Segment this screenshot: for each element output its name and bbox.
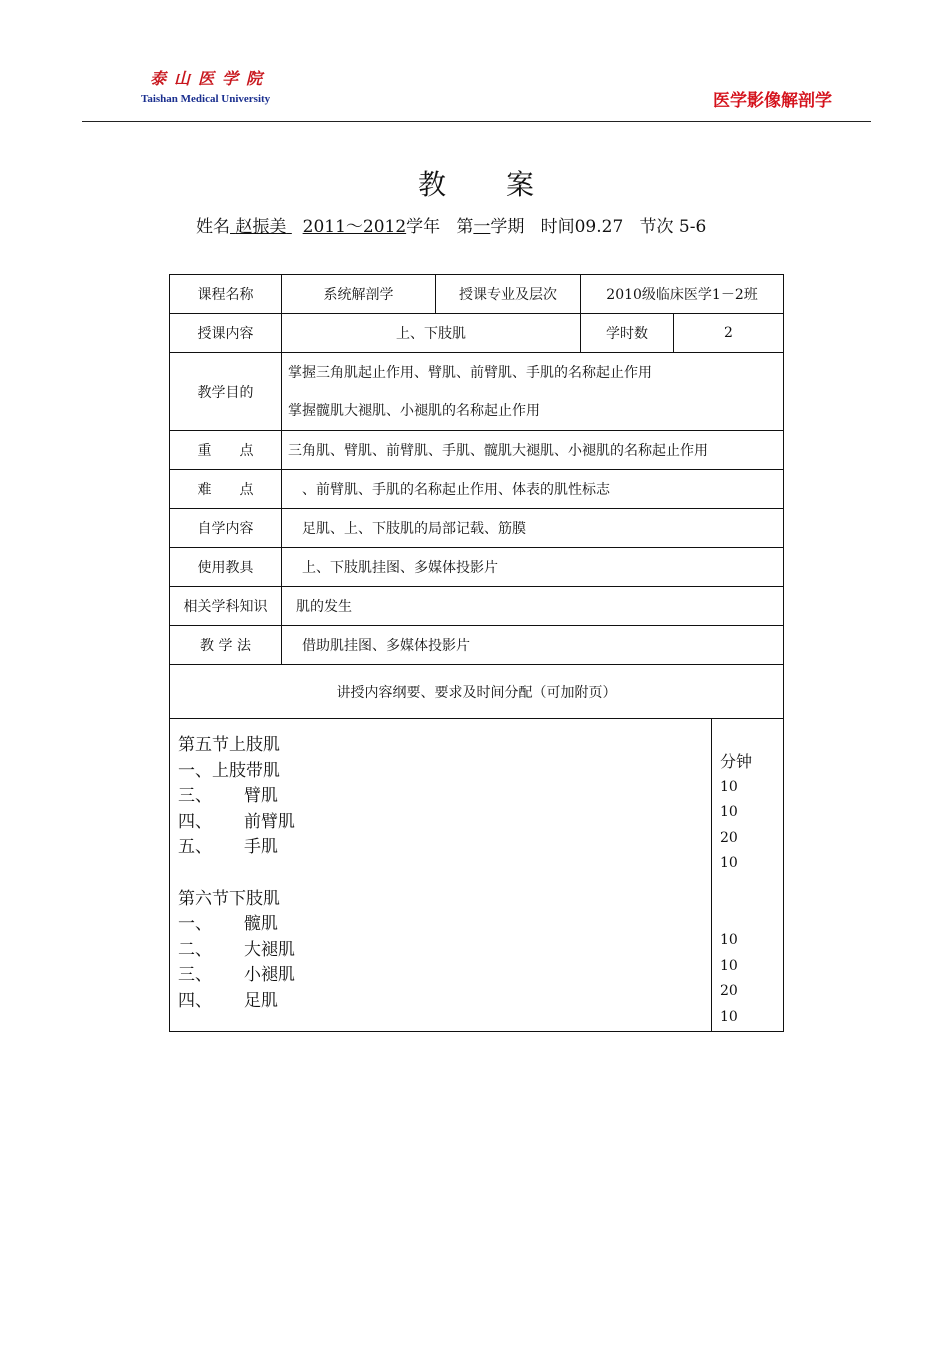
term-suffix: 学期 [490, 217, 525, 237]
difficulty-label: 难 点 [170, 470, 282, 509]
difficulty-value: 、前臂肌、手肌的名称起止作用、体表的肌性标志 [282, 470, 784, 509]
outline-content [170, 719, 712, 1032]
outline-item: 三、 臂肌 [178, 786, 278, 807]
term-value: 一 [473, 217, 491, 237]
minutes-value: 10 [720, 778, 738, 795]
self-study-value: 足肌、上、下肢肌的局部记载、筋膜 [282, 509, 784, 548]
major-label: 授课专业及层次 [436, 275, 581, 314]
major-value: 2010级临床医学1－2班 [581, 275, 784, 314]
minutes-value: 10 [720, 957, 738, 974]
lesson-plan-table [169, 274, 784, 1032]
outline-heading: 讲授内容纲要、要求及时间分配（可加附页） [170, 665, 784, 719]
content-value: 上、下肢肌 [282, 314, 581, 353]
course-name-label: 课程名称 [170, 275, 282, 314]
minutes-value: 20 [720, 829, 738, 846]
objective-value [282, 353, 784, 431]
minutes-value: 10 [720, 855, 738, 872]
minutes-value: 20 [720, 983, 738, 1000]
outline-item: 四、 足肌 [178, 990, 278, 1011]
objective-label: 教学目的 [170, 353, 282, 431]
difficulty-row [170, 470, 784, 509]
name-label: 姓名 [196, 217, 230, 237]
period-value: 5-6 [678, 217, 707, 237]
related-value: 肌的发生 [282, 587, 784, 626]
related-label: 相关学科知识 [170, 587, 282, 626]
header-divider [82, 121, 871, 122]
self-study-label: 自学内容 [170, 509, 282, 548]
period-label: 节次 [639, 217, 674, 237]
time-label: 时间 [540, 217, 575, 237]
outline-item: 一、上肢带肌 [178, 760, 280, 781]
key-label: 重 点 [170, 431, 282, 470]
outline-item: 三、 小褪肌 [178, 965, 295, 986]
objective-row [170, 353, 784, 431]
document-title: 教案 [417, 168, 594, 201]
outline-item: 一、 髋肌 [178, 914, 278, 935]
aids-label: 使用教具 [170, 548, 282, 587]
hours-value: 2 [674, 314, 784, 353]
method-value: 借助肌挂图、多媒体投影片 [282, 626, 784, 665]
outline-heading-row [170, 665, 784, 719]
aids-row [170, 548, 784, 587]
term-prefix: 第 [456, 217, 474, 237]
objective-line: 掌握三角肌起止作用、臂肌、前臂肌、手肌的名称起止作用 [288, 364, 652, 381]
course-name-value: 系统解剖学 [282, 275, 436, 314]
outline-content-row [170, 719, 784, 1032]
outline-item: 二、 大褪肌 [178, 939, 295, 960]
hours-label: 学时数 [581, 314, 674, 353]
content-row [170, 314, 784, 353]
aids-value: 上、下肢肌挂图、多媒体投影片 [282, 548, 784, 587]
minutes-value: 10 [720, 932, 738, 949]
key-row [170, 431, 784, 470]
teacher-info-line [196, 212, 706, 237]
minutes-heading: 分钟 [720, 752, 753, 771]
course-row [170, 275, 784, 314]
minutes-column [712, 719, 784, 1032]
outline-item: 五、 手肌 [178, 837, 278, 858]
section-title: 第六节下肢肌 [178, 888, 280, 909]
minutes-value: 10 [720, 1008, 738, 1025]
year-range: 2011～2012 [302, 217, 407, 237]
section-title: 第五节上肢肌 [178, 735, 280, 755]
content-label: 授课内容 [170, 314, 282, 353]
method-row [170, 626, 784, 665]
related-row [170, 587, 784, 626]
minutes-value: 10 [720, 804, 738, 821]
key-value: 三角肌、臂肌、前臂肌、手肌、髋肌大褪肌、小褪肌的名称起止作用 [282, 431, 784, 470]
time-value: 09.27 [574, 217, 624, 237]
outline-item: 四、 前臂肌 [178, 811, 295, 832]
course-tag: 医学影像解剖学 [713, 91, 832, 111]
university-logo-chinese: 泰山医学院 [150, 69, 271, 88]
method-label: 教 学 法 [170, 626, 282, 665]
name-value: 赵振美 [235, 217, 287, 237]
objective-line: 掌握髋肌大褪肌、小褪肌的名称起止作用 [288, 402, 540, 419]
self-study-row [170, 509, 784, 548]
year-suffix: 学年 [406, 217, 441, 237]
university-logo-english: Taishan Medical University [141, 93, 271, 105]
